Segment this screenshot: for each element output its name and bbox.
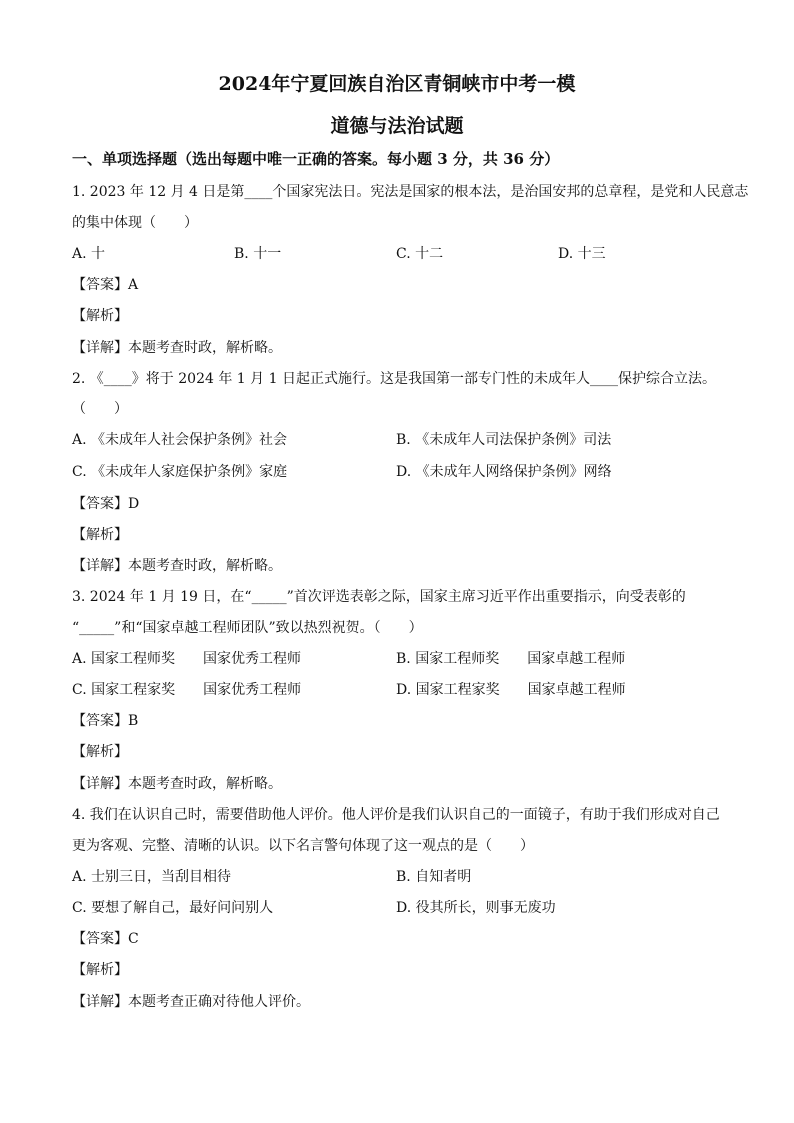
question-3-detail: 【详解】本题考查时政，解析略。: [72, 776, 282, 792]
question-2-answer: 【答案】D: [72, 496, 140, 512]
question-3-stem-line-2: “_____”和“国家卓越工程师团队”致以热烈祝贺。（ ）: [72, 620, 423, 636]
question-2-stem-line-2: （ ）: [72, 401, 128, 417]
question-4-option-d: D. 役其所长，则事无废功: [396, 900, 556, 916]
question-4-option-b: B. 自知者明: [396, 869, 472, 885]
question-1-detail: 【详解】本题考查时政，解析略。: [72, 340, 282, 356]
question-1-option-c: C. 十二: [396, 246, 444, 262]
question-1-analysis: 【解析】: [72, 308, 128, 324]
question-4-option-a: A. 士别三日，当刮目相待: [72, 869, 232, 885]
document-title: 2024年宁夏回族自治区青铜峡市中考一模: [218, 73, 576, 95]
question-3-stem-line-1: 3. 2024 年 1 月 19 日，在“_____”首次评选表彰之际，国家主席习近平作出重要指示，向受表彰的: [72, 589, 686, 605]
document-subtitle: 道德与法治试题: [330, 115, 464, 137]
question-3-option-d: D. 国家工程家奖 国家卓越工程师: [396, 682, 626, 698]
question-1-stem-line-2: 的集中体现（ ）: [72, 215, 198, 231]
question-2-option-d: D. 《未成年人网络保护条例》网络: [396, 464, 612, 480]
question-2-stem-line-1: 2. 《____》将于 2024 年 1 月 1 日起正式施行。这是我国第一部专门性的未成年人____保护综合立法。: [72, 371, 716, 387]
question-2-option-a: A. 《未成年人社会保护条例》社会: [72, 432, 288, 448]
question-3-answer: 【答案】B: [72, 713, 139, 729]
question-3-option-c: C. 国家工程家奖 国家优秀工程师: [72, 682, 302, 698]
question-4-answer: 【答案】C: [72, 931, 139, 947]
question-4-stem-line-1: 4. 我们在认识自己时，需要借助他人评价。他人评价是我们认识自己的一面镜子，有助于我们形成对自己: [72, 807, 720, 823]
question-1-option-a: A. 十: [72, 246, 106, 262]
section-heading: 一、单项选择题（选出每题中唯一正确的答案。每小题 3 分，共 36 分）: [72, 150, 560, 168]
question-2-option-b: B. 《未成年人司法保护条例》司法: [396, 432, 612, 448]
question-3-option-a: A. 国家工程师奖 国家优秀工程师: [72, 651, 302, 667]
question-4-detail: 【详解】本题考查正确对待他人评价。: [72, 994, 310, 1010]
question-4-stem-line-2: 更为客观、完整、清晰的认识。以下名言警句体现了这一观点的是（ ）: [72, 838, 534, 854]
question-1-option-b: B. 十一: [234, 246, 282, 262]
question-2-option-c: C. 《未成年人家庭保护条例》家庭: [72, 464, 288, 480]
question-1-stem-line-1: 1. 2023 年 12 月 4 日是第____个国家宪法日。宪法是国家的根本法，是治国安邦的总章程，是党和人民意志: [72, 184, 749, 200]
question-1-option-d: D. 十三: [558, 246, 606, 262]
question-2-analysis: 【解析】: [72, 527, 128, 543]
question-3-option-b: B. 国家工程师奖 国家卓越工程师: [396, 651, 626, 667]
question-2-detail: 【详解】本题考查时政，解析略。: [72, 558, 282, 574]
question-1-answer: 【答案】A: [72, 277, 139, 293]
question-3-analysis: 【解析】: [72, 744, 128, 760]
question-4-option-c: C. 要想了解自己，最好问问别人: [72, 900, 274, 916]
question-4-analysis: 【解析】: [72, 962, 128, 978]
